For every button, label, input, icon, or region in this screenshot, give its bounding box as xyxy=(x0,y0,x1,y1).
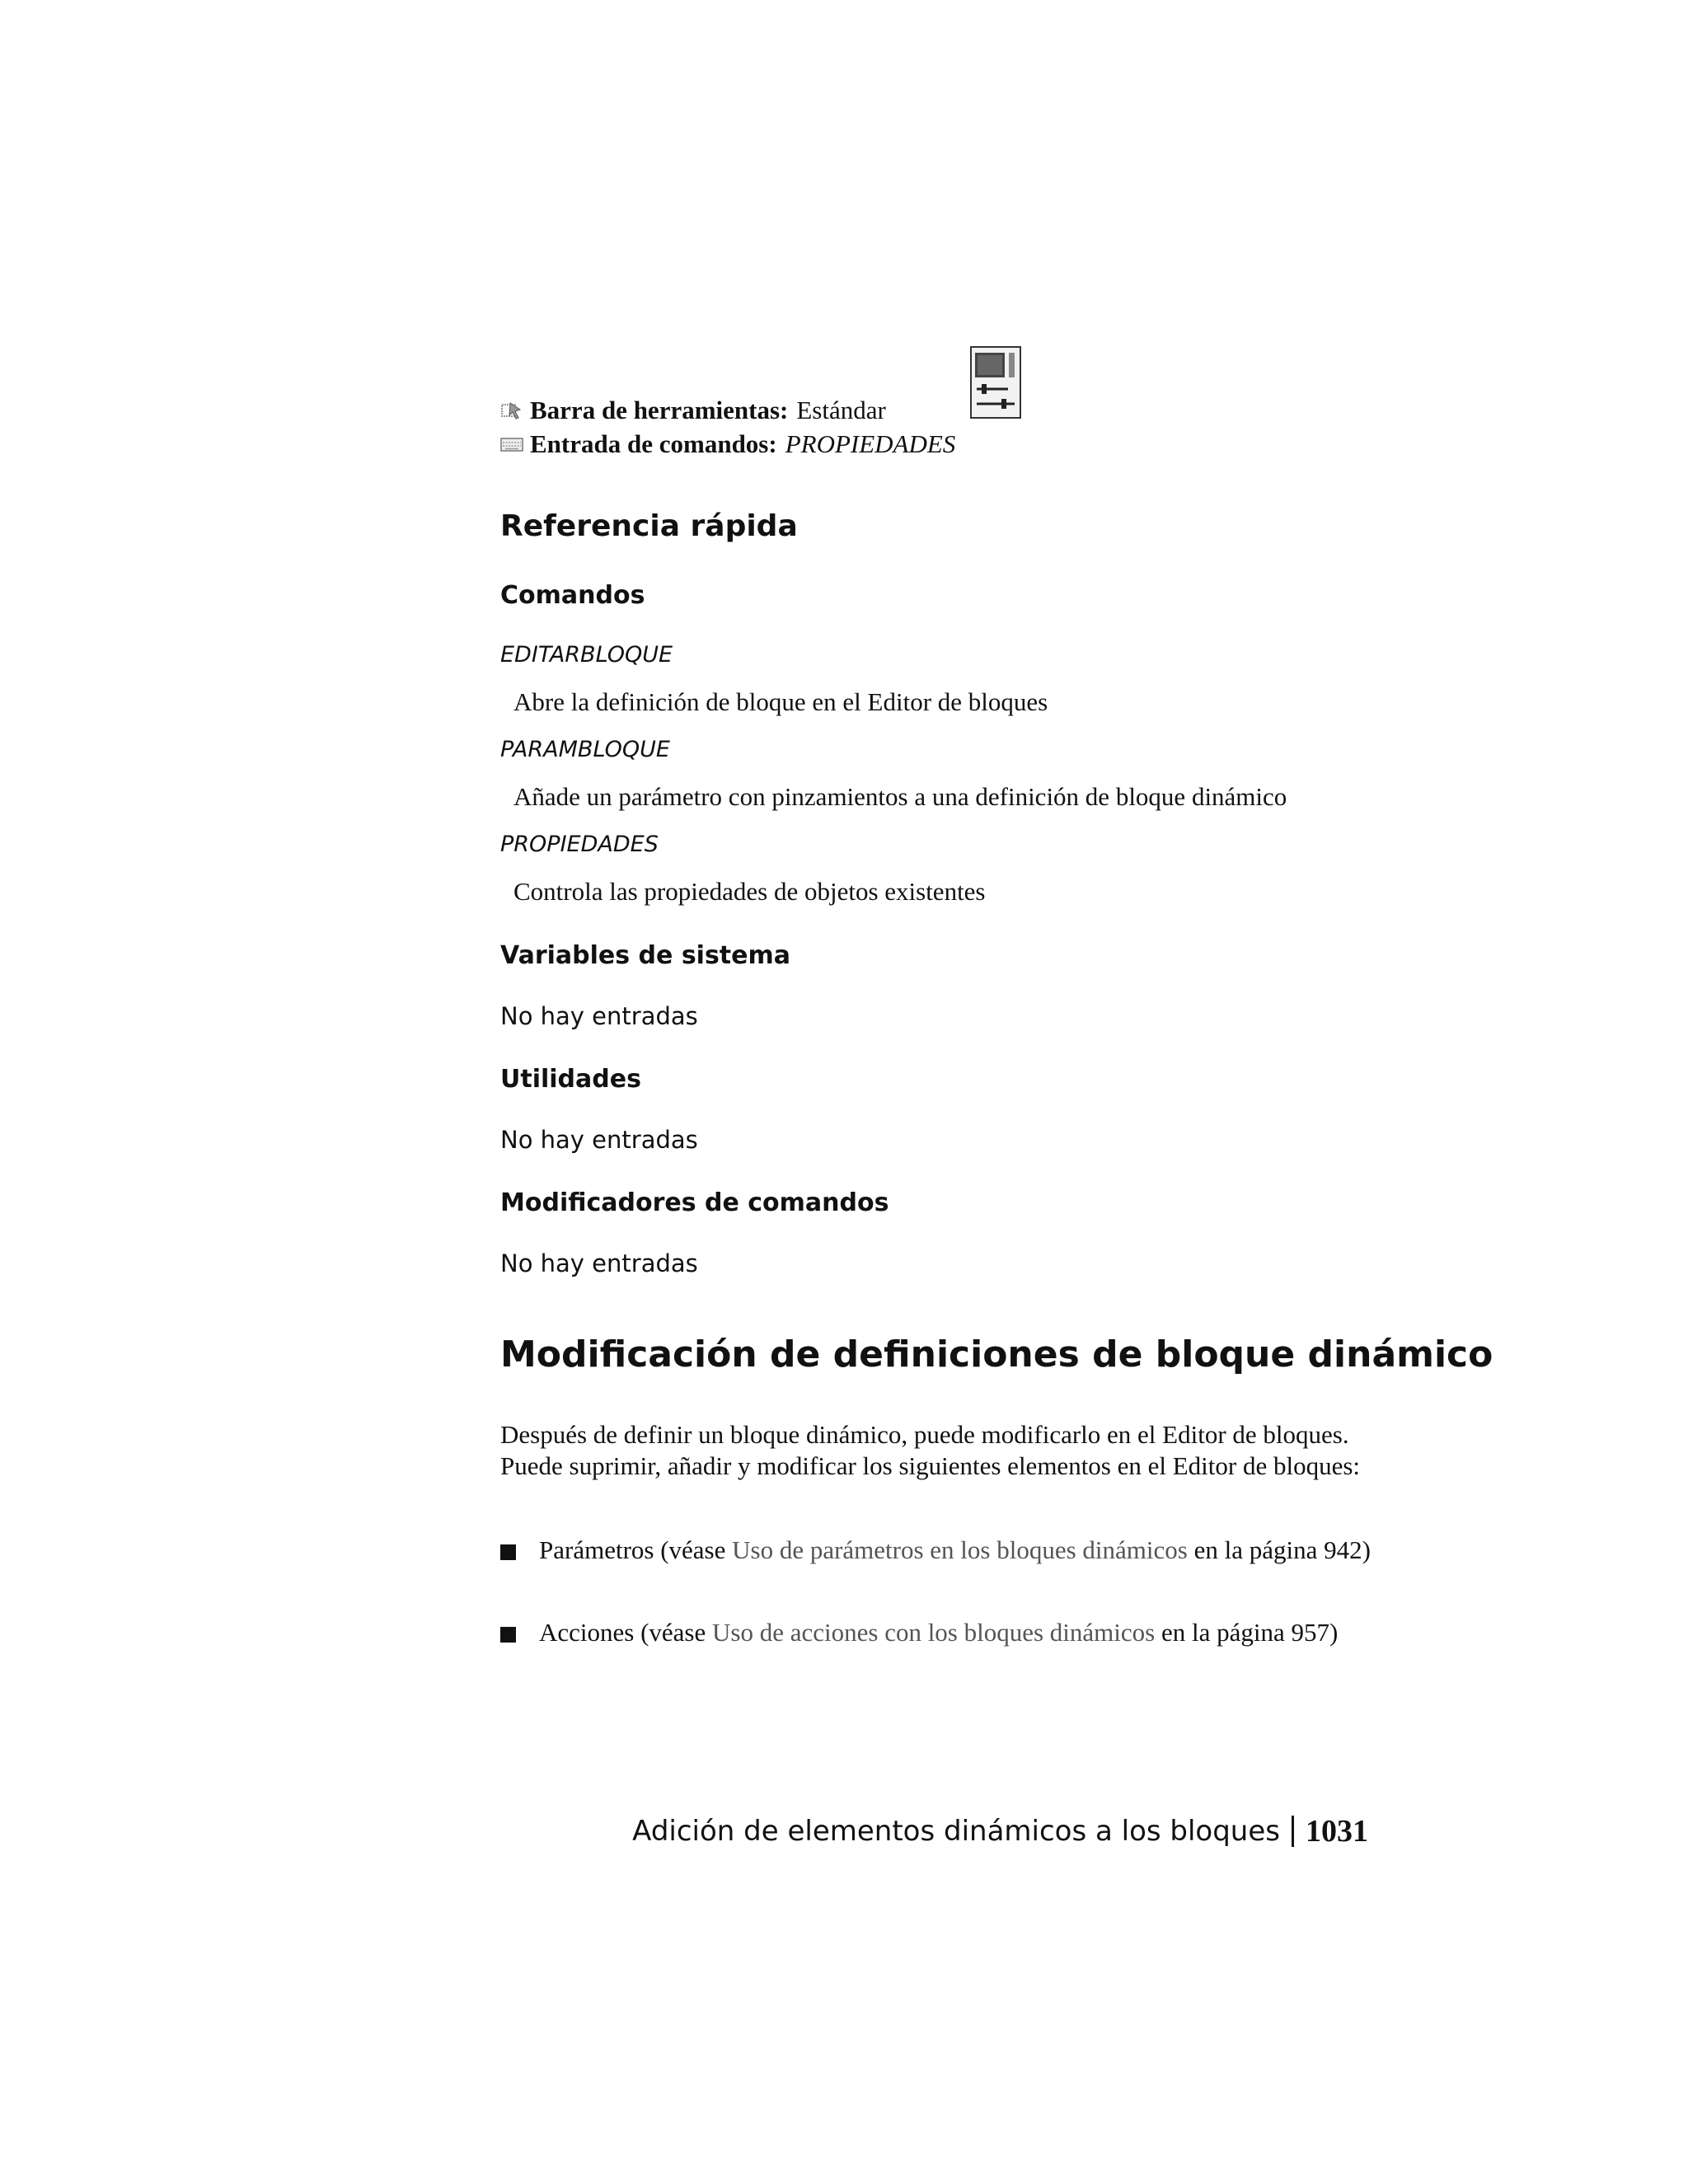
command-access-line xyxy=(500,428,955,461)
command-value: PROPIEDADES xyxy=(785,429,956,458)
command-description: Controla las propiedades de objetos existentes xyxy=(513,877,986,906)
command-name: EDITARBLOQUE xyxy=(500,642,673,668)
intro-paragraph: Después de definir un bloque dinámico, puede modificarlo en el Editor de bloques. Puede suprimir, añadir y modificar los siguientes elementos en el Editor de bloques: xyxy=(500,1420,1361,1480)
command-name: PARAMBLOQUE xyxy=(500,737,670,762)
page-footer xyxy=(632,1813,1368,1849)
command-label: Entrada de comandos: xyxy=(530,429,777,458)
command-modifiers-text: No hay entradas xyxy=(500,1249,698,1277)
toolbar-label: Barra de herramientas: xyxy=(530,396,789,424)
page-number: 1031 xyxy=(1306,1814,1368,1849)
keyboard-icon xyxy=(500,435,523,453)
list-item-prefix: Acciones (véase xyxy=(539,1618,713,1647)
chapter-title: Adición de elementos dinámicos a los bloques xyxy=(632,1815,1280,1848)
footer-divider xyxy=(1292,1816,1294,1847)
system-variables-text: No hay entradas xyxy=(500,1002,698,1030)
command-name: PROPIEDADES xyxy=(500,832,659,857)
command-modifiers-heading: Modificadores de comandos xyxy=(500,1188,889,1217)
bullet-square-icon xyxy=(500,1544,516,1560)
properties-icon xyxy=(970,346,1021,419)
cross-reference-link[interactable]: Uso de acciones con los bloques dinámicos xyxy=(712,1618,1156,1647)
quick-reference-heading: Referencia rápida xyxy=(500,509,798,543)
command-description: Añade un parámetro con pinzamientos a una definición de bloque dinámico xyxy=(513,782,1287,811)
bullet-square-icon xyxy=(500,1627,516,1643)
utilities-text: No hay entradas xyxy=(500,1126,698,1154)
list-item-text xyxy=(539,1535,1382,1566)
commands-heading: Comandos xyxy=(500,581,645,610)
toolbar-access-line xyxy=(500,394,886,427)
list-item-suffix: en la página 957) xyxy=(1155,1618,1339,1647)
list-item xyxy=(500,1617,1382,1648)
system-variables-heading: Variables de sistema xyxy=(500,941,791,970)
list-item xyxy=(500,1535,1382,1566)
toolbar-icon xyxy=(500,401,523,419)
command-description: Abre la definición de bloque en el Editor de bloques xyxy=(513,687,1048,716)
list-item-prefix: Parámetros (véase xyxy=(539,1535,733,1564)
toolbar-value: Estándar xyxy=(796,396,886,424)
section-title: Modificación de definiciones de bloque dinámico xyxy=(500,1333,1493,1376)
list-item-suffix: en la página 942) xyxy=(1187,1535,1371,1564)
cross-reference-link[interactable]: Uso de parámetros en los bloques dinámicos xyxy=(732,1535,1188,1564)
list-item-text xyxy=(539,1617,1382,1648)
utilities-heading: Utilidades xyxy=(500,1065,641,1094)
